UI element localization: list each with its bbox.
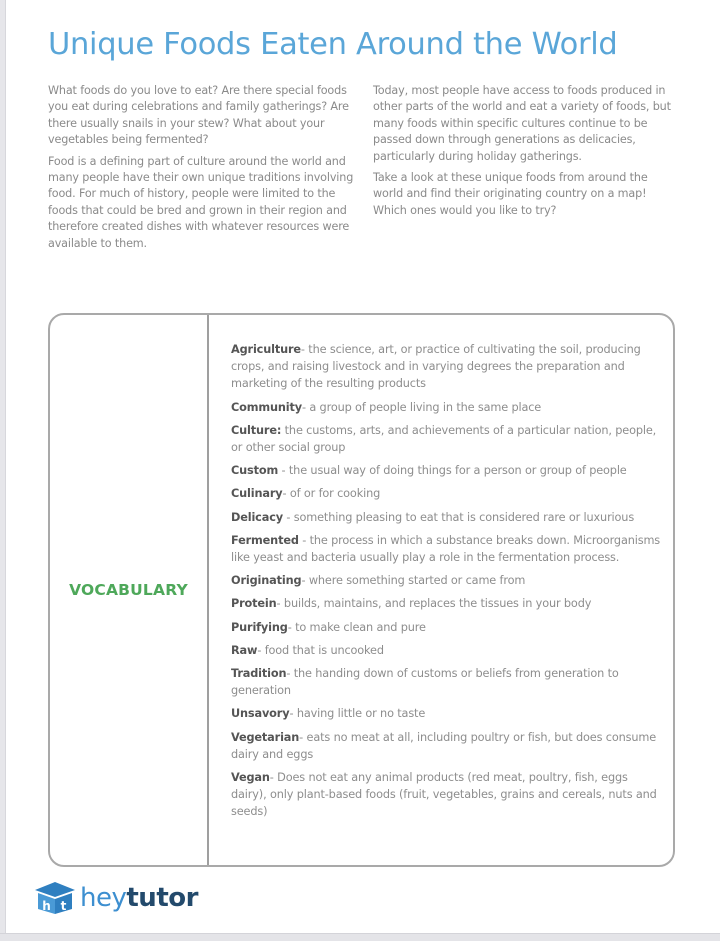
vocab-separator: - [282, 487, 290, 501]
vocab-definition: builds, maintains, and replaces the tissues in your body [283, 597, 592, 611]
vocab-separator: - [301, 574, 309, 588]
vocab-separator: - [301, 400, 310, 414]
page-edge-left [0, 0, 6, 941]
page-title: Unique Foods Eaten Around the World [48, 27, 618, 62]
vocab-entry [231, 619, 661, 636]
vocab-term: Protein [231, 597, 277, 611]
vocab-definition: where something started or came from [308, 574, 526, 588]
vocab-separator: - [257, 643, 265, 657]
vocab-term: Fermented [231, 533, 299, 547]
graduation-cap-ht-icon [34, 881, 76, 915]
intro-paragraph: Take a look at these unique foods from around the world and find their originating country on a map! Which ones would you like to try? [373, 171, 648, 217]
vocab-entry [231, 485, 661, 502]
vocab-definition: the usual way of doing things for a person or group of people [288, 464, 627, 478]
vocab-term: Delicacy [231, 510, 283, 524]
vocab-term: Culture: [231, 423, 282, 437]
vocab-term: Community [231, 400, 302, 414]
vocab-term: Custom [231, 464, 279, 478]
vocab-separator: - [276, 597, 284, 611]
vocab-definition: the handing down of customs or beliefs from generation to generation [231, 667, 619, 698]
vocab-term: Culinary [231, 487, 283, 501]
intro-paragraph: Food is a defining part of culture around the world and many people have their own unique traditions involving food. For much of history, people were limited to the foods that could be bred and grown in their region and therefore created dishes with whatever resources were available to them. [48, 154, 354, 250]
vocab-term: Originating [231, 574, 302, 588]
intro-paragraph: Today, most people have access to foods produced in other parts of the world and eat a variety of foods, but many foods within specific cultures continue to be passed down through generations as delicacies, particularly during holiday gatherings. [373, 84, 671, 163]
logo-text-tutor: tutor [126, 883, 198, 913]
vocab-entry [231, 705, 661, 722]
vocab-definition: of or for cooking [289, 487, 381, 501]
vocab-term: Vegetarian [231, 730, 300, 744]
vocab-entry [231, 642, 661, 659]
vocab-entry [231, 341, 661, 393]
vocab-definition: to make clean and pure [295, 620, 426, 634]
vocab-definition: eats no meat at all, including poultry or fish, but does consume dairy and eggs [231, 730, 657, 761]
vocabulary-list [231, 341, 661, 827]
vocab-separator: - [299, 730, 307, 744]
vocab-entry [231, 729, 661, 763]
vocab-definition: Does not eat any animal products (red meat, poultry, fish, eggs dairy), only plant-based foods (fruit, vegetables, grains and cereals, nuts and seeds) [231, 771, 657, 819]
logo-wordmark [80, 883, 198, 913]
intro-column-right [373, 83, 673, 224]
vocab-entry [231, 462, 661, 479]
vocab-separator: - [298, 533, 310, 547]
vocab-separator: - [278, 464, 289, 478]
vocab-separator: - [269, 771, 278, 785]
vocab-term: Agriculture [231, 343, 301, 356]
vocab-entry [231, 665, 661, 699]
vocab-term: Vegan [231, 771, 270, 785]
vocab-separator: - [286, 667, 294, 681]
vocab-term: Purifying [231, 620, 288, 634]
vocabulary-box [48, 313, 675, 867]
vocab-entry [231, 572, 661, 589]
vocab-entry [231, 509, 661, 526]
heytutor-logo [34, 880, 198, 916]
logo-letter-t: t [60, 899, 67, 913]
vocab-entry [231, 399, 661, 416]
logo-text-hey: hey [80, 883, 127, 913]
vocab-entry [231, 422, 661, 456]
vocab-definition: the process in which a substance breaks down. Microorganisms like yeast and bacteria usually play a role in the fermentation process. [231, 533, 661, 565]
vocab-term: Tradition [231, 667, 287, 681]
intro-column-left [48, 83, 366, 257]
vocab-entry [231, 532, 661, 566]
vocab-definition: the science, art, or practice of cultivating the soil, producing crops, and raising livestock and in varying degrees the preparation and marketing of the resulting products [231, 343, 641, 391]
page-edge-bottom [0, 933, 720, 941]
intro-paragraph: What foods do you love to eat? Are there special foods you eat during celebrations and family gatherings? Are there usually snails in your stew? What about your vegetables being fermented? [48, 84, 349, 147]
vocab-definition: the customs, arts, and achievements of a particular nation, people, or other social group [231, 423, 657, 455]
vocab-entry [231, 769, 661, 821]
vocab-definition: having little or no taste [296, 707, 426, 721]
vocab-separator: - [289, 707, 297, 721]
vocabulary-divider [207, 315, 209, 865]
vocab-separator: - [300, 343, 309, 356]
vocab-term: Unsavory [231, 707, 290, 721]
vocab-definition: food that is uncooked [264, 643, 384, 657]
vocab-definition: something pleasing to eat that is considered rare or luxurious [293, 510, 635, 524]
vocab-separator: - [282, 510, 294, 524]
vocab-separator: - [287, 620, 296, 634]
logo-letter-h: h [42, 899, 51, 913]
vocab-definition: a group of people living in the same place [309, 400, 542, 414]
vocab-term: Raw [231, 643, 258, 657]
vocabulary-label: VOCABULARY [69, 581, 188, 599]
vocab-entry [231, 595, 661, 612]
